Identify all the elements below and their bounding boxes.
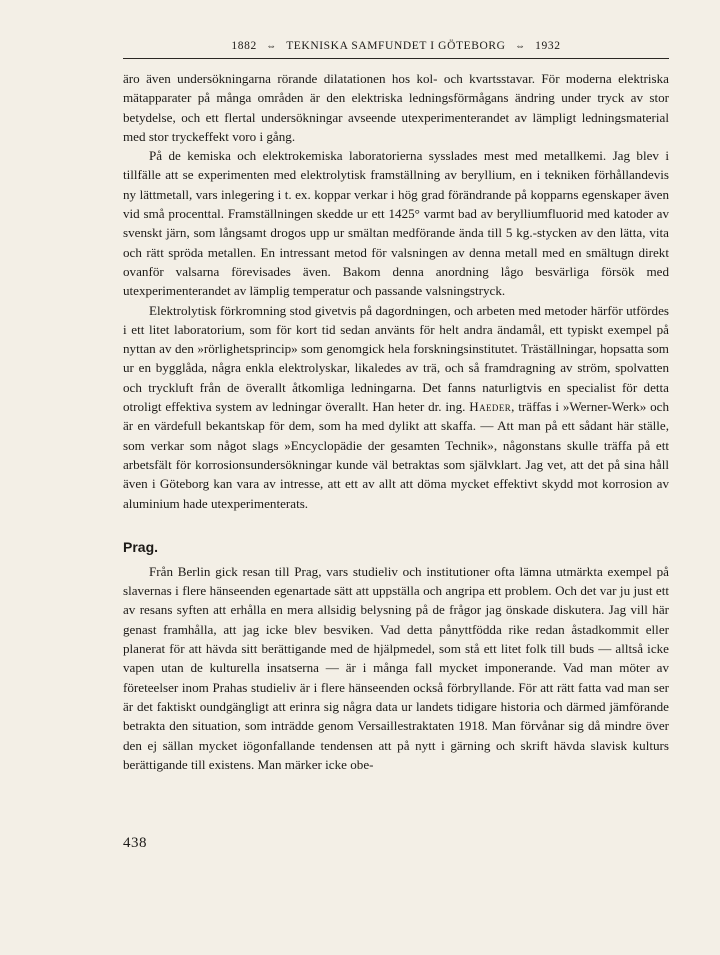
page-number: 438 (123, 835, 147, 851)
paragraph-text: , träffas i »Werner-Werk» och är en värdefull bekantskap för dem, som ha med dylikt att skaffa. — Att man på ett sådant här ställe, som verkar som något slags »Encyclopädie der gesamten Technik», någonstans skulle träffa på ett arbetsfält för korrosionsundersökningar kunde väl betraktas som självklart. Jag vet, att det på sina håll även i Göteborg kan vara av intresse, att ett av allt att döma mycket effektivt skydd mot korrosion av aluminium hade utexperimenterats. (123, 399, 669, 511)
paragraph-text: Elektrolytisk förkromning stod givetvis på dagordningen, och arbeten med metoder härför utfördes i ett litet laboratorium, som för kort tid sedan använts för helt andra ändamål, ett typiskt exempel på nyttan av den »rörlighetsprincip» som genomgick hela forskningsinstitutet. Träställningar, hopsatta som ur en bygglåda, några enkla elektrolyskar, likaledes av trä, och så framdragning av ström, spolvatten och tryckluft från de överallt åtkomliga ledningarna. Det fanns naturligtvis en specialist för detta otroligt effektiva system av ledningar överallt. Han heter dr. ing. (123, 302, 669, 415)
paragraph-metallkemi: På de kemiska och elektrokemiska laboratorierna sysslades mest med metallkemi. Jag blev i tillfälle att se experimenten med elektrolytisk framställning av beryllium, en i tekniken förhållandevis ny lättmetall, vars inlegering i t. ex. koppar verkar i hög grad förändrande på kopparns egenskaper även vid små procenttal. Framställningen skedde ur ett 1425° varmt bad av berylliumfluorid med katoder av svenskt järn, som långsamt drogos upp ur smältan medförande ända till 5 kg.-stycken av den lätta, vita och rätt spröda metallen. En intressant metod för valsningen av denna metall med en smältugn direkt ovanför valsarna förevisades även. Bakom denna anordning lågo besvärliga försök med utexperimenterandet av lämplig temperatur och passande valsningstryck. (123, 148, 669, 299)
person-name: Haeder (469, 399, 512, 415)
section-heading: Prag. (123, 538, 159, 555)
header-year-right: 1932 (535, 40, 561, 52)
document-page (123, 38, 669, 774)
header-year-left: 1882 (231, 40, 257, 52)
paragraph-continuation: äro även undersökningarna rörande dilatationen hos kol- och kvartsstavar. För moderna elektriska mätapparater på många områden är den elektriska ledningsförmågans ändring under tryck av stor betydelse, och ett flertal undersökningar avseende utexperimenterandet av lämpligt ledningsmaterial med stor tryckeffekt voro i gång. (123, 71, 669, 144)
header-separator-icon: ⇔ (266, 41, 277, 52)
paragraph-forkromning (123, 301, 669, 513)
body-text (123, 69, 669, 774)
header-separator-icon: ⇔ (515, 41, 526, 52)
header-journal-title: TEKNISKA SAMFUNDET I GÖTEBORG (286, 40, 506, 52)
running-header (123, 38, 669, 59)
paragraph-prag: Från Berlin gick resan till Prag, vars studieliv och institutioner ofta lämna utmärkta exempel på slavernas i flere hänseenden egenartade sätt att uppställa och angripa ett problem. Och det var ju just ett av resans syften att erhålla en mera allsidig belysning på de frågor jag önskade diskutera. Jag vill här genast framhålla, att jag icke blev besviken. Vad detta pånyttfödda rike redan åstadkommit eller planerat för att hävda sitt berättigande med de hjälpmedel, som stå ett litet folk till buds — alltså icke vapen utan de kulturella insatserna — är i många fall mycket imponerande. Vad man möter av företeelser inom Prahas studieliv är i flere hänseenden också förbryllande. För att rätt fatta vad man ser är det faktiskt oundgängligt att erinra sig några data ur landets tidigare historia och därmed jämförande betrakta den situation, som inträdde genom Versaillestraktaten 1918. Man förvånar sig då mindre över den ej sällan mycket iögonfallande tendensen att på nytt i gärning och skrift hävda slavisk kulturs berättigande till existens. Man märker icke obe- (123, 563, 669, 772)
